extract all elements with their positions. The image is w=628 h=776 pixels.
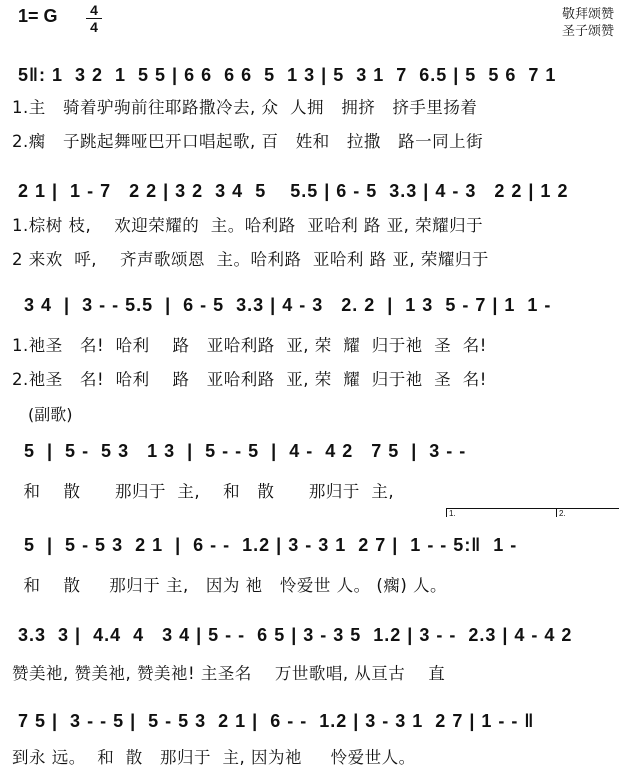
volta-2: 2. [556, 508, 619, 517]
chorus-label: (副歌) [28, 405, 73, 424]
notes-system-7: 7 5 | 3 - - 5 | 5 - 5 3 2 1 | 6 - - 1.2 | 3 - 3 1 2 7 | 1 - - ‖ [18, 711, 535, 731]
volta-1: 1. [446, 508, 557, 517]
time-signature [86, 2, 102, 35]
lyrics-system-6: 赞美祂, 赞美祂, 赞美祂! 主圣名 万世歌唱, 从亘古 直 [12, 664, 446, 683]
notes-system-1: 5‖: 1 3 2 1 5 5 | 6 6 6 6 5 1 3 | 5 3 1 7 6.5 | 5 5 6 7 1 [18, 65, 557, 85]
lyrics-system-2-verse-1: 1.棕树 枝, 欢迎荣耀的 主。哈利路 亚哈利 路 亚, 荣耀归于 [12, 216, 484, 235]
lyrics-system-3-verse-2: 2.祂圣 名! 哈利 路 亚哈利路 亚, 荣 耀 归于祂 圣 名! [12, 370, 487, 389]
notes-system-4: 5 | 5 - 5 3 1 3 | 5 - - 5 | 4 - 4 2 7 5 | 3 - - [18, 441, 467, 461]
lyrics-system-1-verse-2: 2.瘸 子跳起舞哑巴开口唱起歌, 百 姓和 拉撒 路一同上街 [12, 132, 484, 151]
lyrics-system-2-verse-2: 2 来欢 呼, 齐声歌颂恩 主。哈利路 亚哈利 路 亚, 荣耀归于 [12, 250, 489, 269]
lyrics-system-4: 和 散 那归于 主, 和 散 那归于 主, [12, 482, 395, 501]
notes-system-6: 3.3 3 | 4.4 4 3 4 | 5 - - 6 5 | 3 - 3 5 1.2 | 3 - - 2.3 | 4 - 4 2 [18, 625, 573, 645]
key-signature: 1= G [18, 6, 58, 26]
time-signature-bottom: 4 [90, 19, 98, 35]
collection-line-1: 敬拜颂赞 [561, 7, 614, 22]
notes-system-2: 2 1 | 1 - 7 2 2 | 3 2 3 4 5 5.5 | 6 - 5 3.3 | 4 - 3 2 2 | 1 2 [18, 181, 569, 201]
collection-line-2: 圣子颂赞 [561, 24, 614, 39]
lyrics-system-3-verse-1: 1.祂圣 名! 哈利 路 亚哈利路 亚, 荣 耀 归于祂 圣 名! [12, 336, 487, 355]
notes-system-3: 3 4 | 3 - - 5.5 | 6 - 5 3.3 | 4 - 3 2. 2 | 1 3 5 - 7 | 1 1 - [18, 295, 552, 315]
collection-label [562, 6, 614, 40]
lyrics-system-1-verse-1: 1.主 骑着驴驹前往耶路撒冷去, 众 人拥 拥挤 挤手里扬着 [12, 98, 478, 117]
lyrics-system-5: 和 散 那归于 主, 因为 祂 怜爱世 人。 (瘸) 人。 [12, 576, 448, 595]
lyrics-system-7: 到永 远。 和 散 那归于 主, 因为祂 怜爱世人。 [12, 748, 416, 767]
time-signature-top: 4 [86, 2, 102, 19]
notes-system-5: 5 | 5 - 5 3 2 1 | 6 - - 1.2 | 3 - 3 1 2 7 | 1 - - 5:‖ 1 - [18, 535, 518, 555]
